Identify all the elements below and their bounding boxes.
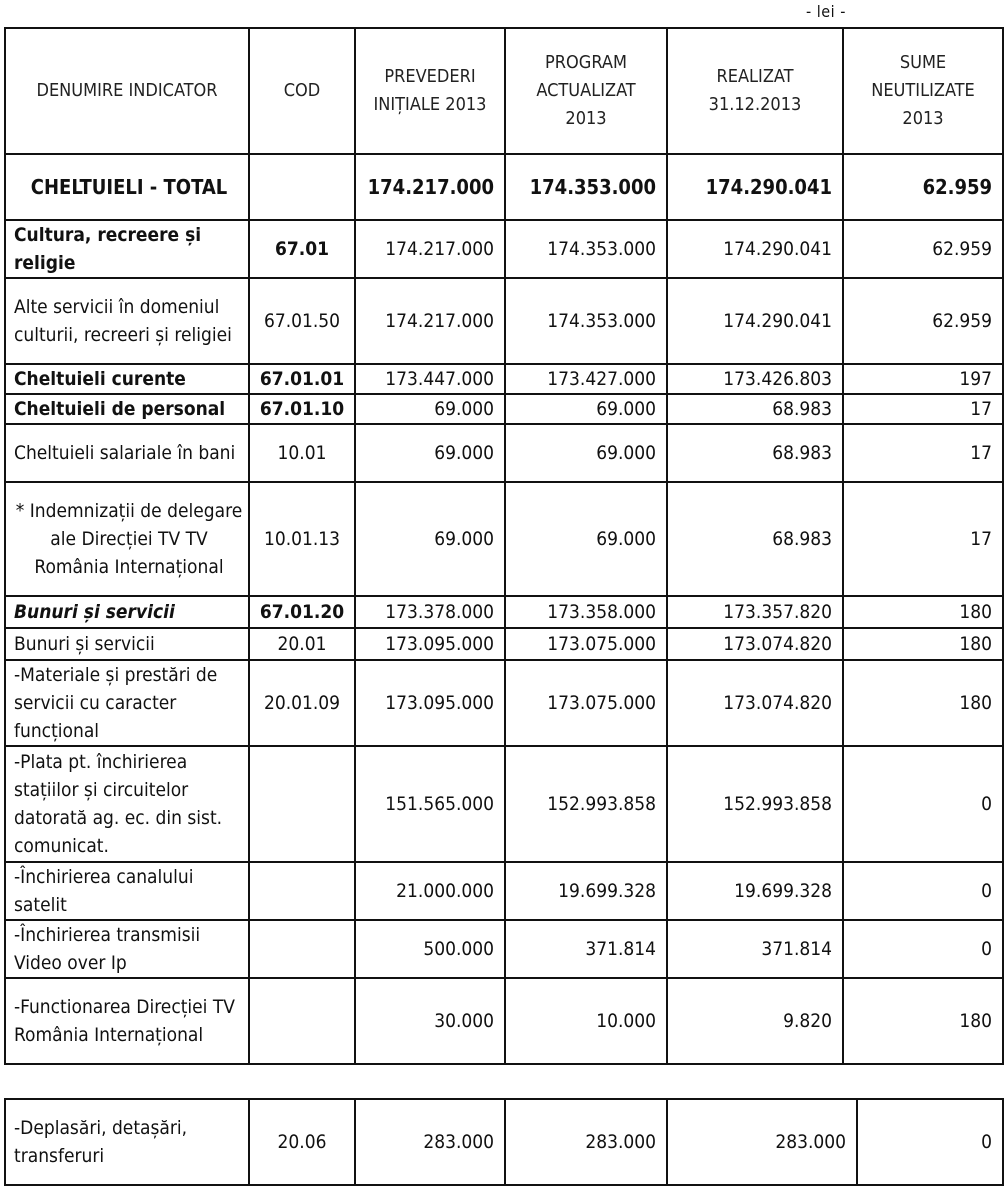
row-initial: 173.447.000 <box>355 364 505 394</box>
row-realized: 152.993.858 <box>667 746 843 862</box>
budget-table <box>4 27 1004 1065</box>
row-program: 69.000 <box>505 482 667 596</box>
table-row <box>5 746 1003 862</box>
row-unused: 180 <box>843 660 1003 746</box>
table-row <box>5 978 1003 1064</box>
row-program: 174.353.000 <box>505 278 667 364</box>
row-program: 174.353.000 <box>505 220 667 278</box>
row-realized: 283.000 <box>667 1099 857 1185</box>
row-unused: 17 <box>843 482 1003 596</box>
row-program: 371.814 <box>505 920 667 978</box>
row-program: 283.000 <box>505 1099 667 1185</box>
row-name: Cheltuieli curente <box>5 364 249 394</box>
row-name: Alte servicii în domeniul culturii, recreeri și religiei <box>5 278 249 364</box>
row-unused: 0 <box>843 862 1003 920</box>
row-name: * Indemnizații de delegare ale Direcției TV TV România Internațional <box>5 482 249 596</box>
table-row <box>5 660 1003 746</box>
row-code <box>249 154 355 220</box>
row-code <box>249 862 355 920</box>
row-initial: 21.000.000 <box>355 862 505 920</box>
row-program: 173.075.000 <box>505 660 667 746</box>
table-row <box>5 596 1003 628</box>
header-row <box>5 28 1003 154</box>
row-code: 20.01.09 <box>249 660 355 746</box>
row-realized: 174.290.041 <box>667 220 843 278</box>
row-program: 174.353.000 <box>505 154 667 220</box>
row-initial: 174.217.000 <box>355 278 505 364</box>
row-name: Cheltuieli de personal <box>5 394 249 424</box>
row-unused: 62.959 <box>843 154 1003 220</box>
table-row <box>5 394 1003 424</box>
table-row <box>5 920 1003 978</box>
table-row <box>5 278 1003 364</box>
row-unused: 62.959 <box>843 278 1003 364</box>
row-initial: 174.217.000 <box>355 220 505 278</box>
row-unused: 0 <box>843 746 1003 862</box>
row-program: 10.000 <box>505 978 667 1064</box>
row-unused: 180 <box>843 596 1003 628</box>
row-program: 69.000 <box>505 394 667 424</box>
header-program: PROGRAM ACTUALIZAT 2013 <box>505 28 667 154</box>
table-row <box>5 482 1003 596</box>
row-realized: 371.814 <box>667 920 843 978</box>
header-indicator: DENUMIRE INDICATOR <box>5 28 249 154</box>
row-initial: 173.095.000 <box>355 628 505 660</box>
row-program: 19.699.328 <box>505 862 667 920</box>
row-code: 10.01.13 <box>249 482 355 596</box>
row-code <box>249 920 355 978</box>
row-realized: 9.820 <box>667 978 843 1064</box>
row-program: 173.358.000 <box>505 596 667 628</box>
row-name: Cheltuieli salariale în bani <box>5 424 249 482</box>
row-realized: 174.290.041 <box>667 278 843 364</box>
row-unused: 17 <box>843 424 1003 482</box>
row-initial: 151.565.000 <box>355 746 505 862</box>
row-code: 20.06 <box>249 1099 355 1185</box>
row-realized: 173.357.820 <box>667 596 843 628</box>
row-program: 173.427.000 <box>505 364 667 394</box>
row-code: 20.01 <box>249 628 355 660</box>
row-program: 173.075.000 <box>505 628 667 660</box>
continuation-table <box>4 1098 1004 1186</box>
row-code <box>249 978 355 1064</box>
row-initial: 69.000 <box>355 394 505 424</box>
row-name: -Închirierea transmisii Video over Ip <box>5 920 249 978</box>
table-row <box>5 862 1003 920</box>
row-initial: 30.000 <box>355 978 505 1064</box>
row-initial: 500.000 <box>355 920 505 978</box>
row-code: 67.01.20 <box>249 596 355 628</box>
row-name: CHELTUIELI - TOTAL <box>5 154 249 220</box>
table-row <box>5 1099 1003 1185</box>
table-row <box>5 628 1003 660</box>
row-name: -Închirierea canalului satelit <box>5 862 249 920</box>
row-realized: 173.074.820 <box>667 628 843 660</box>
row-realized: 174.290.041 <box>667 154 843 220</box>
row-unused: 180 <box>843 978 1003 1064</box>
row-name: Bunuri și servicii <box>5 628 249 660</box>
row-code <box>249 746 355 862</box>
table-row <box>5 424 1003 482</box>
table-row <box>5 364 1003 394</box>
row-unused: 0 <box>843 920 1003 978</box>
row-code: 67.01.01 <box>249 364 355 394</box>
row-realized: 19.699.328 <box>667 862 843 920</box>
header-unused: SUME NEUTILIZATE 2013 <box>843 28 1003 154</box>
row-initial: 174.217.000 <box>355 154 505 220</box>
row-program: 69.000 <box>505 424 667 482</box>
row-code: 67.01.50 <box>249 278 355 364</box>
row-name: -Plata pt. închirierea stațiilor și circuitelor datorată ag. ec. din sist. comunicat. <box>5 746 249 862</box>
row-program: 152.993.858 <box>505 746 667 862</box>
row-name: -Deplasări, detașări, transferuri <box>5 1099 249 1185</box>
table-row <box>5 154 1003 220</box>
row-initial: 283.000 <box>355 1099 505 1185</box>
row-realized: 68.983 <box>667 482 843 596</box>
unit-label: - lei - <box>806 2 846 21</box>
row-realized: 173.074.820 <box>667 660 843 746</box>
row-code: 67.01 <box>249 220 355 278</box>
row-unused: 62.959 <box>843 220 1003 278</box>
header-initial: PREVEDERI INIȚIALE 2013 <box>355 28 505 154</box>
row-initial: 69.000 <box>355 482 505 596</box>
row-initial: 69.000 <box>355 424 505 482</box>
row-name: Bunuri și servicii <box>5 596 249 628</box>
row-unused: 197 <box>843 364 1003 394</box>
row-unused: 17 <box>843 394 1003 424</box>
row-code: 10.01 <box>249 424 355 482</box>
row-initial: 173.378.000 <box>355 596 505 628</box>
row-unused: 0 <box>857 1099 1003 1185</box>
row-initial: 173.095.000 <box>355 660 505 746</box>
header-realized: REALIZAT 31.12.2013 <box>667 28 843 154</box>
row-realized: 68.983 <box>667 424 843 482</box>
row-unused: 180 <box>843 628 1003 660</box>
row-name: -Materiale și prestări de servicii cu caracter funcțional <box>5 660 249 746</box>
row-code: 67.01.10 <box>249 394 355 424</box>
row-name: -Functionarea Direcției TV România Internațional <box>5 978 249 1064</box>
row-realized: 68.983 <box>667 394 843 424</box>
row-realized: 173.426.803 <box>667 364 843 394</box>
table-row <box>5 220 1003 278</box>
row-name: Cultura, recreere și religie <box>5 220 249 278</box>
header-code: COD <box>249 28 355 154</box>
